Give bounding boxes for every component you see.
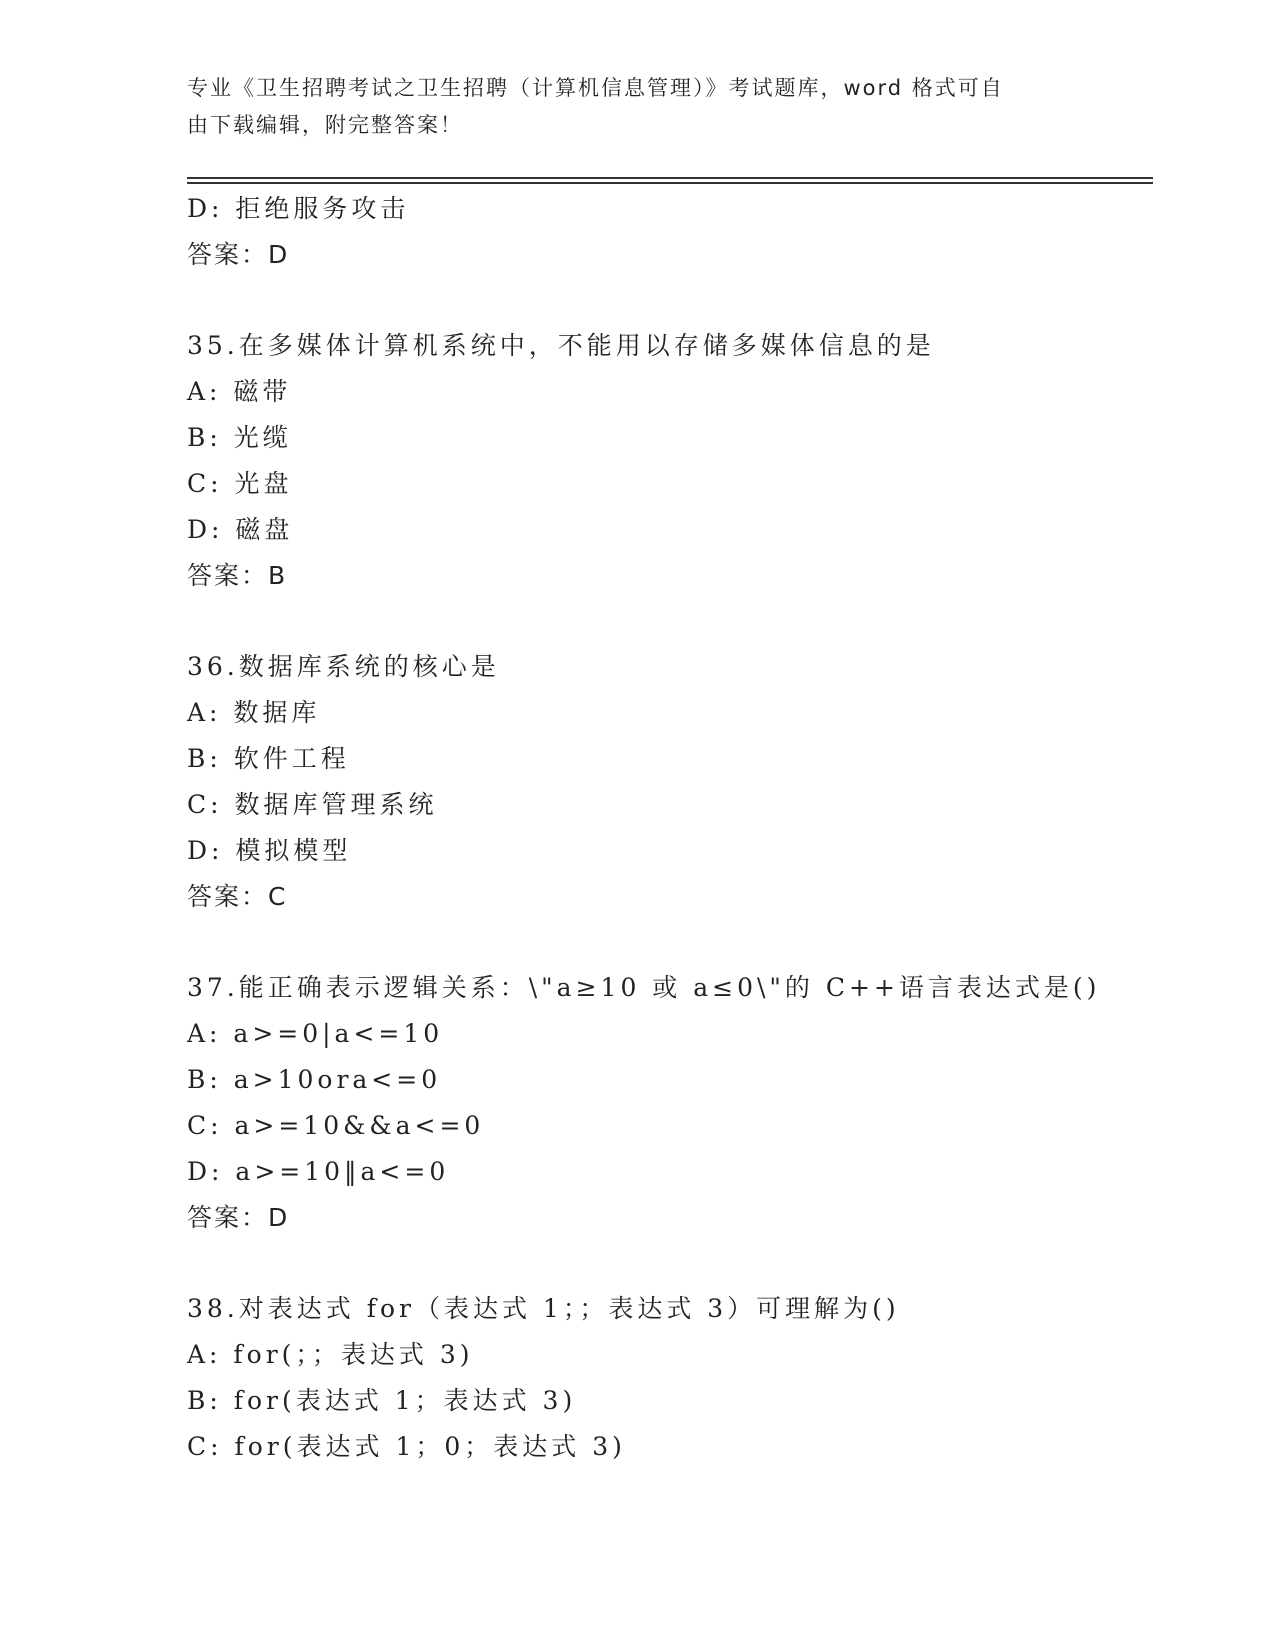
header-divider-top — [187, 177, 1153, 179]
document-header — [187, 70, 1067, 144]
option-c: C: 光盘 — [187, 469, 293, 498]
option-d: D: a>=10‖a<=0 — [187, 1157, 450, 1186]
answer: 答案：C — [187, 882, 288, 911]
answer: 答案：B — [187, 561, 288, 590]
spacer — [187, 599, 1147, 644]
option-b: B: for(表达式 1；表达式 3) — [187, 1386, 577, 1415]
question-stem: 38.对表达式 for（表达式 1；；表达式 3）可理解为() — [187, 1294, 900, 1323]
option-c: C: for(表达式 1；0；表达式 3) — [187, 1432, 626, 1461]
spacer — [187, 1241, 1147, 1286]
option-c: C: a>=10&&a<=0 — [187, 1111, 485, 1140]
spacer — [187, 920, 1147, 965]
option-a: A: for(；；表达式 3) — [187, 1340, 474, 1369]
question-list — [187, 186, 1147, 1470]
option-b: B: 光缆 — [187, 423, 292, 452]
option-b: B: 软件工程 — [187, 744, 350, 773]
answer: 答案：D — [187, 1203, 290, 1232]
spacer — [187, 278, 1147, 323]
option-d: D: 模拟模型 — [187, 836, 352, 865]
question-36 — [187, 644, 1147, 920]
prev-answer: 答案：D — [187, 240, 290, 269]
option-d: D: 磁盘 — [187, 515, 294, 544]
question-stem: 37.能正确表示逻辑关系：\"a≥10 或 a≤0\"的 C++语言表达式是() — [187, 973, 1101, 1002]
option-a: A: a>=0|a<=10 — [187, 1019, 444, 1048]
header-divider-bottom — [187, 182, 1153, 184]
option-c: C: 数据库管理系统 — [187, 790, 438, 819]
question-37 — [187, 965, 1147, 1241]
question-stem: 36.数据库系统的核心是 — [187, 652, 500, 681]
question-38 — [187, 1286, 1147, 1470]
header-line-1: 专业《卫生招聘考试之卫生招聘（计算机信息管理）》考试题库，word 格式可自 — [187, 76, 1004, 100]
question-stem: 35.在多媒体计算机系统中，不能用以存储多媒体信息的是 — [187, 331, 935, 360]
header-line-2: 由下载编辑，附完整答案！ — [187, 113, 463, 137]
option-a: A: 磁带 — [187, 377, 292, 406]
question-35 — [187, 323, 1147, 599]
option-a: A: 数据库 — [187, 698, 321, 727]
prev-option-d: D: 拒绝服务攻击 — [187, 194, 410, 223]
option-b: B: a>10ora<=0 — [187, 1065, 442, 1094]
